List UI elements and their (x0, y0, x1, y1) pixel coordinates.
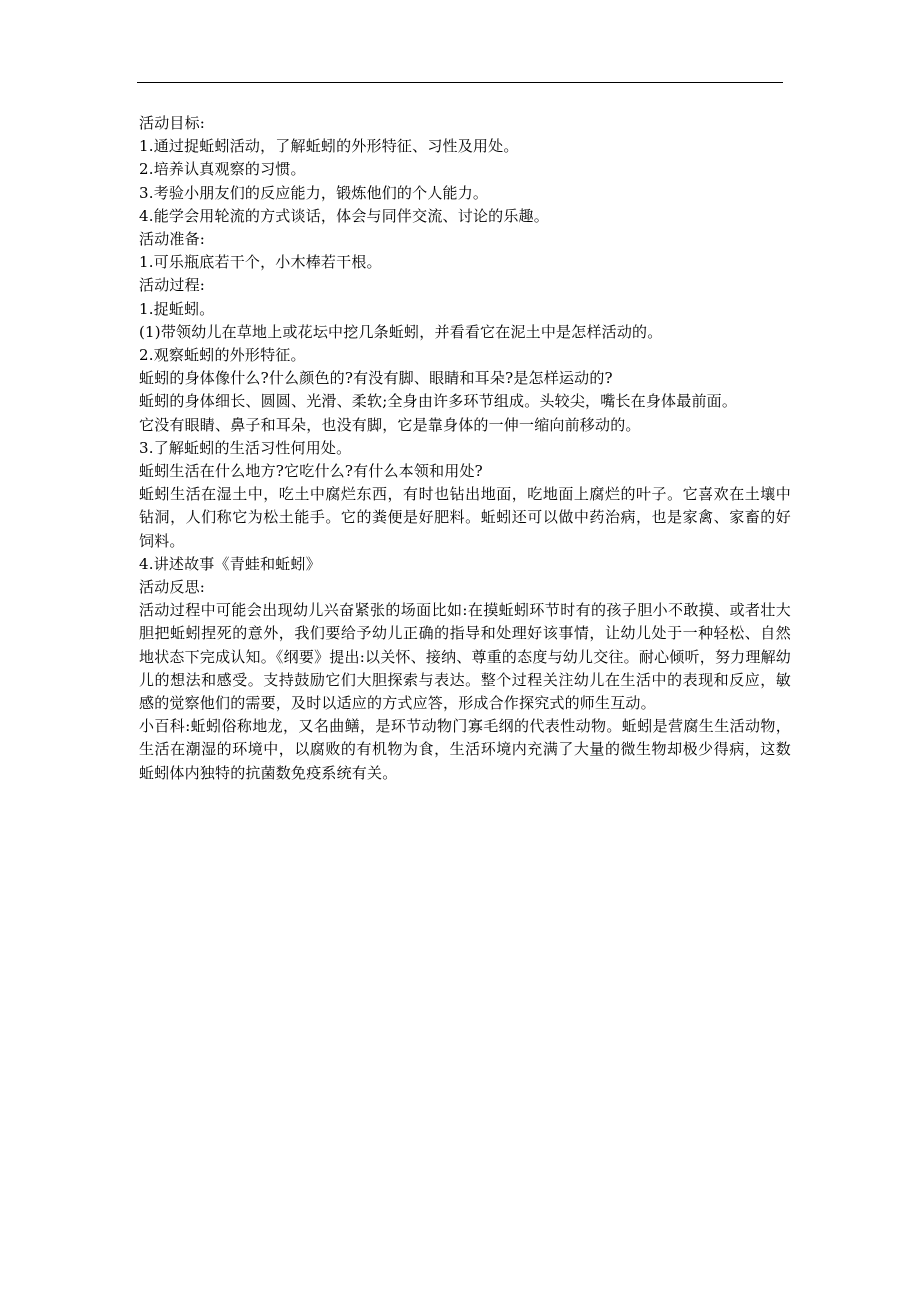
process-step-1-detail: (1)带领幼儿在草地上或花坛中挖几条蚯蚓，并看看它在泥土中是怎样活动的。 (139, 322, 663, 341)
process-step-3: 3.了解蚯蚓的生活习性何用处。 (139, 438, 352, 457)
goal-item-1: 1.通过捉蚯蚓活动，了解蚯蚓的外形特征、习性及用处。 (139, 137, 519, 156)
process-step-2-answer-2: 它没有眼睛、鼻子和耳朵，也没有脚，它是靠身体的一伸一缩向前移动的。 (139, 415, 641, 434)
process-step-2-question: 蚯蚓的身体像什么?什么颜色的?有没有脚、眼睛和耳朵?是怎样运动的? (139, 369, 613, 388)
header-rule (137, 82, 783, 83)
section-heading-preparation: 活动准备: (139, 230, 206, 249)
goal-item-2: 2.培养认真观察的习惯。 (139, 160, 306, 179)
reflection-paragraph: 活动过程中可能会出现幼儿兴奋紧张的场面比如:在摸蚯蚓环节时有的孩子胆小不敢摸、或者壮大胆把蚯蚓捏死的意外，我们要给予幼儿正确的指导和处理好该事情，让幼儿处于一种轻松、自然地状态下完成认知。《纲要》提出:以关怀、接纳、尊重的态度与幼儿交往。耐心倾听，努力理解幼儿的想法和感受。支持鼓励它们大胆探索与表达。整个过程关注幼儿在生活中的表现和反应，敏感的觉察他们的需要，及时以适应的方式应答，形成合作探究式的师生互动。 (139, 601, 791, 713)
section-heading-goals: 活动目标: (139, 114, 206, 132)
section-heading-reflection: 活动反思: (139, 578, 206, 597)
process-step-4: 4.讲述故事《青蛙和蚯蚓》 (139, 554, 321, 573)
encyclopedia-paragraph: 小百科:蚯蚓俗称地龙，又名曲鳝，是环节动物门寡毛纲的代表性动物。蚯蚓是营腐生生活动物，生活在潮湿的环境中，以腐败的有机物为食，生活环境内充满了大量的微生物却极少得病，这数蚯蚓体内独特的抗菌数免疫系统有关。 (139, 717, 791, 782)
document-body (139, 112, 791, 785)
section-heading-process: 活动过程: (139, 276, 206, 295)
process-step-1: 1.捉蚯蚓。 (139, 299, 215, 318)
preparation-item-1: 1.可乐瓶底若干个，小木棒若干根。 (139, 253, 382, 272)
process-step-2: 2.观察蚯蚓的外形特征。 (139, 346, 306, 365)
process-step-2-answer-1: 蚯蚓的身体细长、圆圆、光滑、柔软;全身由许多环节组成。头较尖，嘴长在身体最前面。 (139, 392, 738, 411)
goal-item-4: 4.能学会用轮流的方式谈话，体会与同伴交流、讨论的乐趣。 (139, 206, 549, 225)
process-step-3-answer: 蚯蚓生活在湿土中，吃土中腐烂东西，有时也钻出地面，吃地面上腐烂的叶子。它喜欢在土壤中钻洞，人们称它为松土能手。它的粪便是好肥料。蚯蚓还可以做中药治病，也是家禽、家畜的好饲料。 (139, 485, 791, 550)
process-step-3-question: 蚯蚓生活在什么地方?它吃什么?有什么本领和用处? (139, 462, 483, 481)
goal-item-3: 3.考验小朋友们的反应能力，锻炼他们的个人能力。 (139, 183, 489, 202)
